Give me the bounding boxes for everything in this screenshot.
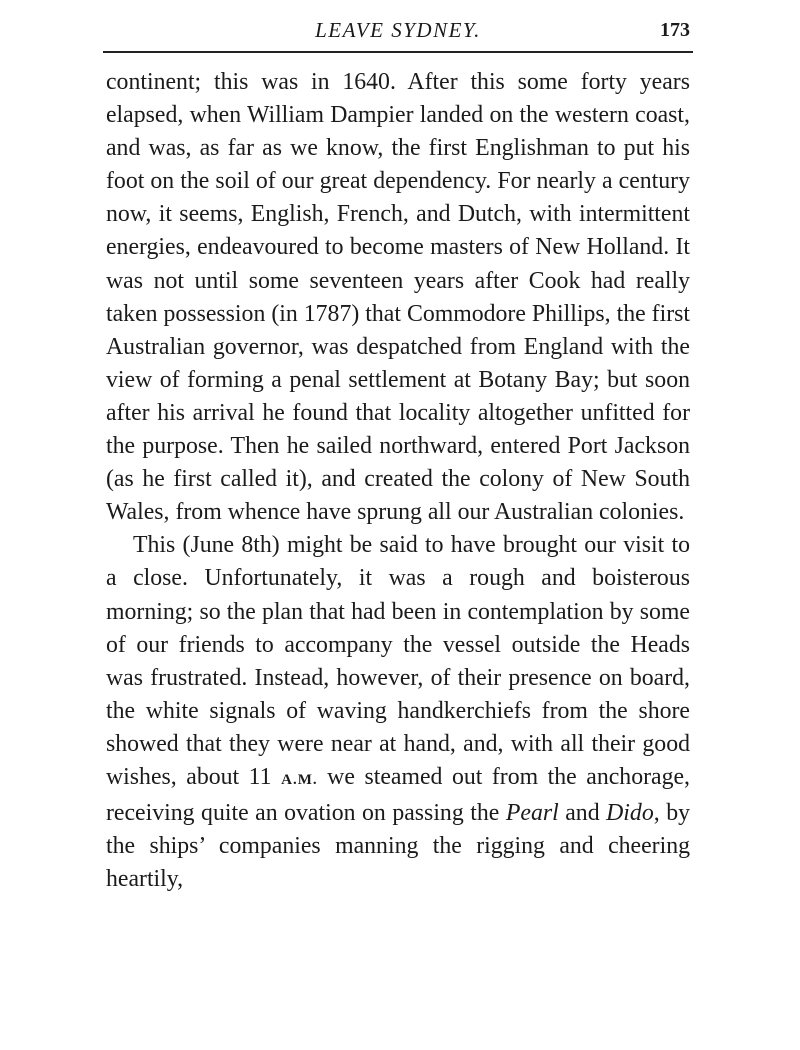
paragraph-2: [106, 529, 690, 896]
ship-name-dido: Dido: [606, 800, 654, 827]
ship-name-pearl: Pearl: [505, 800, 559, 827]
paragraph-2-text-b: we steamed out from the anchorage, receiving quite an ovation on passing the: [106, 763, 690, 827]
running-title: LEAVE SYDNEY.: [315, 18, 481, 42]
time-unit-small-caps: A.M.: [281, 771, 318, 788]
paragraph-1: continent; this was in 1640. After this some forty years elapsed, when William Dampier landed on the western coast, and was, as far as we know, the first Englishman to put his foot on the soil of our great dependency. For nearly a century now, it seems, English, French, and Dutch, with intermittent energies, endeavoured to become masters of New Holland. It was not until some seventeen years after Cook had really taken possession (in 1787) that Commodore Phillips, the first Australian governor, was despatched from England with the view of forming a penal settlement at Botany Bay; but soon after his arrival he found that locality altogether unfitted for the purpose. Then he sailed northward, entered Port Jackson (as he first called it), and created the colony of New South Wales, from whence have sprung all our Australian colonies.: [106, 69, 690, 526]
page-number: 173: [660, 19, 690, 41]
body-text: [106, 66, 690, 896]
paragraph-2-text-d: , by the ships’ companies manning the rigging and cheering heartily,: [106, 800, 690, 893]
paragraph-2-text-c: and: [558, 800, 607, 827]
paragraph-2-text-a: This (June 8th) might be said to have brought our visit to a close. Unfortunately, it was a rough and boisterous morning; so the plan that had been in contemplation by some of our friends to accompany the vessel outside the Heads was frustrated. Instead, however, of their presence on board, the white signals of waving handkerchiefs from the shore showed that they were near at hand, and, with all their good wishes, about 11: [106, 532, 690, 790]
running-head: [106, 18, 690, 48]
header-rule: [103, 51, 693, 53]
